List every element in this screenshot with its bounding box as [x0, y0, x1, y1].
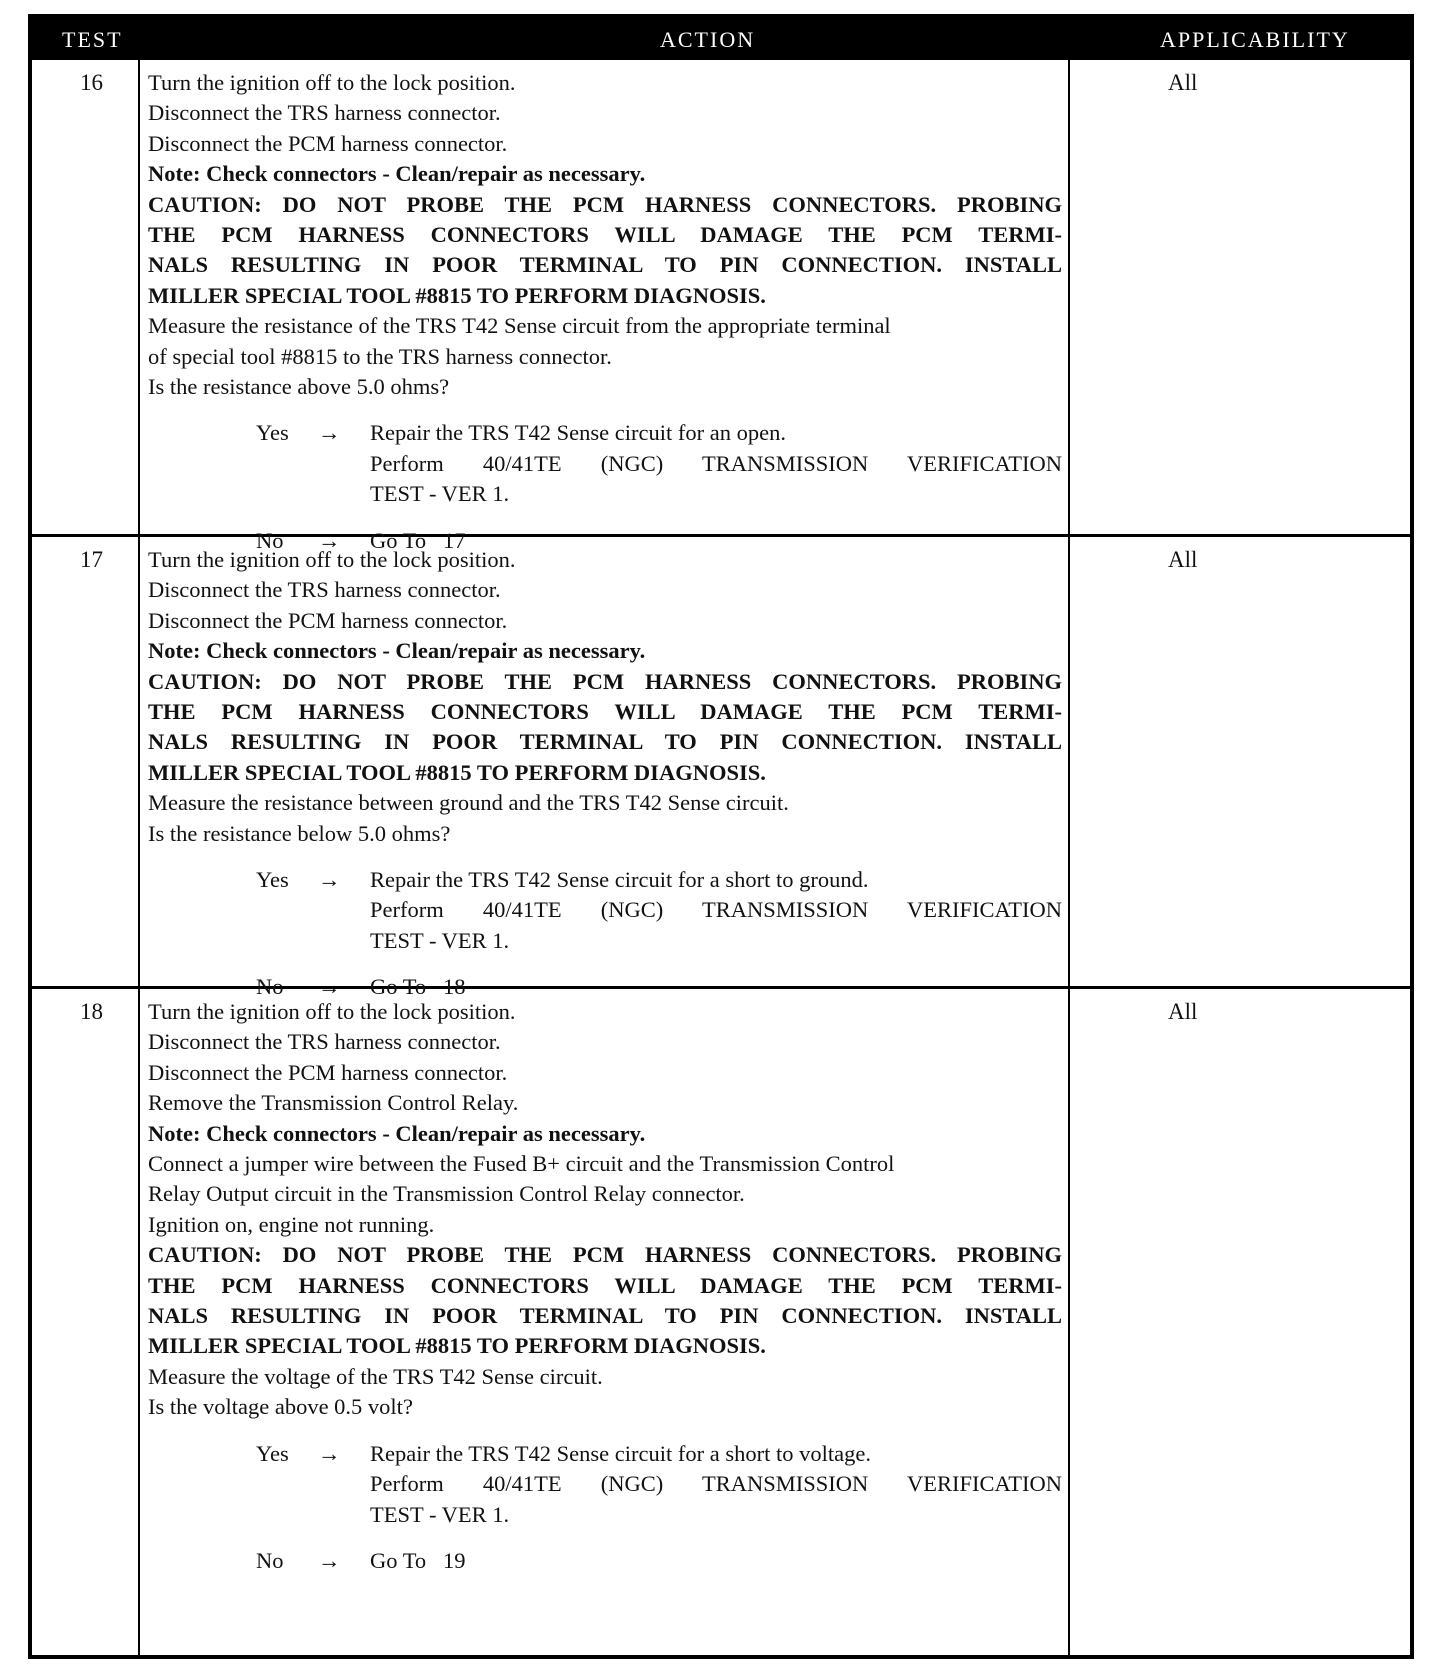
yes-perform: Perform 40/41TE (NGC) TRANSMISSION VERIFICATION	[370, 1471, 1062, 1497]
step-line: Disconnect the PCM harness connector.	[148, 1059, 508, 1085]
step-line: Turn the ignition off to the lock position.	[148, 999, 516, 1024]
no-text: Go To 19	[370, 1547, 466, 1573]
test-number: 18	[80, 999, 103, 1024]
yes-perform: Perform 40/41TE (NGC) TRANSMISSION VERIFICATION	[370, 897, 1062, 923]
caution-line: CAUTION: DO NOT PROBE THE PCM HARNESS CONNECTORS. PROBING	[148, 1242, 1062, 1268]
caution-line: MILLER SPECIAL TOOL #8815 TO PERFORM DIAGNOSIS.	[148, 282, 766, 308]
yes-result	[148, 418, 1062, 509]
step-line: Disconnect the PCM harness connector.	[148, 607, 508, 633]
applicability: All	[1168, 547, 1198, 572]
step-line: Remove the Transmission Control Relay.	[148, 1090, 519, 1116]
yes-text: Repair the TRS T42 Sense circuit for a short to ground.	[370, 867, 869, 893]
measure-line: of special tool #8815 to the TRS harness connector.	[148, 343, 612, 369]
measure-line: Measure the resistance between ground and the TRS T42 Sense circuit.	[148, 790, 789, 816]
column-divider	[1068, 18, 1070, 1655]
no-text: Go To 18	[370, 974, 466, 1000]
arrow-icon: →	[318, 527, 341, 553]
step-line: Disconnect the TRS harness connector.	[148, 100, 501, 126]
yes-text: Repair the TRS T42 Sense circuit for a short to voltage.	[370, 1440, 871, 1466]
caution-line: THE PCM HARNESS CONNECTORS WILL DAMAGE THE PCM TERMI-	[148, 699, 1062, 725]
no-label: No	[256, 527, 284, 553]
no-label: No	[256, 1547, 284, 1573]
yes-result	[148, 865, 1062, 956]
yes-perform-cont: TEST - VER 1.	[370, 1501, 510, 1527]
column-divider	[138, 18, 140, 1655]
yes-label: Yes	[256, 867, 289, 893]
arrow-icon: →	[318, 1547, 341, 1573]
no-result	[148, 1546, 1062, 1576]
applicability: All	[1168, 70, 1198, 95]
yes-label: Yes	[256, 420, 289, 446]
yes-text: Repair the TRS T42 Sense circuit for an open.	[370, 420, 786, 446]
step-line: Disconnect the TRS harness connector.	[148, 577, 501, 603]
no-label: No	[256, 974, 284, 1000]
step-line: Turn the ignition off to the lock position.	[148, 70, 516, 95]
question-line: Is the resistance above 5.0 ohms?	[148, 374, 450, 400]
test-number: 17	[80, 547, 103, 572]
step-line: Connect a jumper wire between the Fused B+ circuit and the Transmission Control	[148, 1151, 895, 1177]
arrow-icon: →	[318, 1440, 341, 1466]
step-line: Turn the ignition off to the lock position.	[148, 547, 516, 572]
note-line: Note: Check connectors - Clean/repair as necessary.	[148, 1120, 646, 1146]
no-text: Go To 17	[370, 527, 466, 553]
arrow-icon: →	[318, 420, 341, 446]
table-header	[32, 18, 1410, 60]
caution-line: NALS RESULTING IN POOR TERMINAL TO PIN CONNECTION. INSTALL	[148, 729, 1062, 755]
diagnostic-table	[28, 14, 1414, 1659]
action-text	[148, 997, 1062, 1576]
caution-line: MILLER SPECIAL TOOL #8815 TO PERFORM DIAGNOSIS.	[148, 759, 766, 785]
header-action: ACTION	[660, 27, 756, 52]
yes-perform: Perform 40/41TE (NGC) TRANSMISSION VERIFICATION	[370, 450, 1062, 476]
question-line: Is the voltage above 0.5 volt?	[148, 1394, 413, 1420]
caution-line: NALS RESULTING IN POOR TERMINAL TO PIN CONNECTION. INSTALL	[148, 252, 1062, 278]
action-text	[148, 545, 1062, 1003]
note-line: Note: Check connectors - Clean/repair as necessary.	[148, 638, 646, 664]
caution-line: CAUTION: DO NOT PROBE THE PCM HARNESS CONNECTORS. PROBING	[148, 191, 1062, 217]
step-line: Ignition on, engine not running.	[148, 1211, 435, 1237]
yes-perform-cont: TEST - VER 1.	[370, 927, 510, 953]
applicability: All	[1168, 999, 1198, 1024]
question-line: Is the resistance below 5.0 ohms?	[148, 820, 451, 846]
measure-line: Measure the resistance of the TRS T42 Sense circuit from the appropriate terminal	[148, 313, 891, 339]
caution-line: MILLER SPECIAL TOOL #8815 TO PERFORM DIAGNOSIS.	[148, 1333, 766, 1359]
yes-result	[148, 1439, 1062, 1530]
step-line: Relay Output circuit in the Transmission Control Relay connector.	[148, 1181, 745, 1207]
arrow-icon: →	[318, 867, 341, 893]
caution-line: THE PCM HARNESS CONNECTORS WILL DAMAGE THE PCM TERMI-	[148, 1272, 1062, 1298]
caution-line: NALS RESULTING IN POOR TERMINAL TO PIN CONNECTION. INSTALL	[148, 1303, 1062, 1329]
header-applicability: APPLICABILITY	[1160, 27, 1350, 52]
action-text	[148, 68, 1062, 556]
caution-line: THE PCM HARNESS CONNECTORS WILL DAMAGE THE PCM TERMI-	[148, 222, 1062, 248]
header-test: TEST	[62, 27, 123, 52]
caution-line: CAUTION: DO NOT PROBE THE PCM HARNESS CONNECTORS. PROBING	[148, 668, 1062, 694]
yes-perform-cont: TEST - VER 1.	[370, 481, 510, 507]
note-line: Note: Check connectors - Clean/repair as necessary.	[148, 161, 646, 187]
test-number: 16	[80, 70, 103, 95]
step-line: Disconnect the TRS harness connector.	[148, 1029, 501, 1055]
yes-label: Yes	[256, 1440, 289, 1466]
step-line: Disconnect the PCM harness connector.	[148, 130, 508, 156]
measure-line: Measure the voltage of the TRS T42 Sense circuit.	[148, 1363, 603, 1389]
arrow-icon: →	[318, 974, 341, 1000]
